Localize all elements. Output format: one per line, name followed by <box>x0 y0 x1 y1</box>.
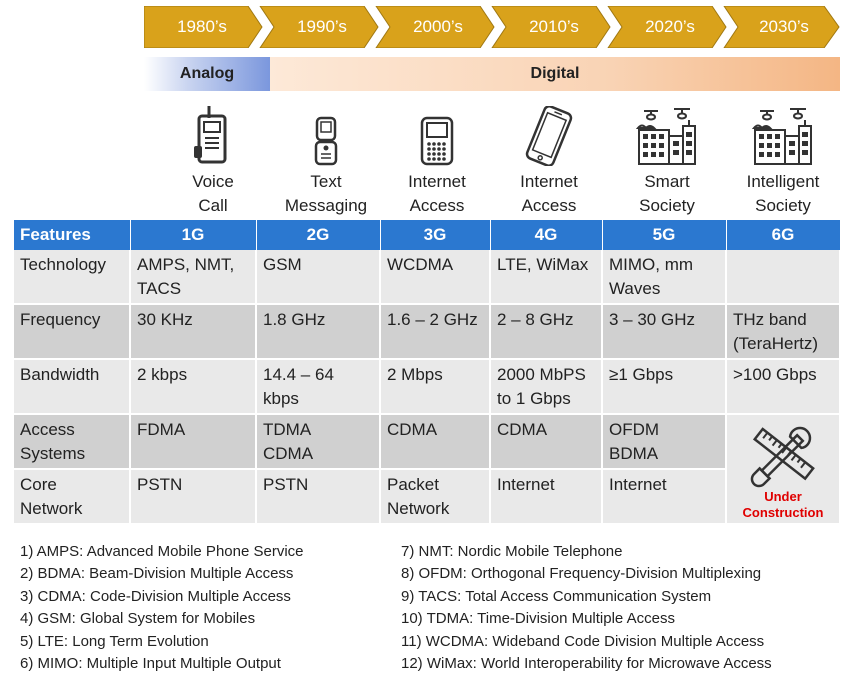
feature-cell: Bandwidth <box>14 359 130 414</box>
flip-phone-icon <box>311 116 341 166</box>
table-cell <box>726 250 840 304</box>
table-cell: MIMO, mm Waves <box>602 250 726 304</box>
table-cell: Internet <box>602 469 726 524</box>
table-row-access-systems <box>14 414 840 469</box>
usecase-line: Access <box>409 196 465 215</box>
usecase-line: Text <box>310 172 342 191</box>
table-cell: 14.4 – 64 kbps <box>256 359 380 414</box>
decade-label: 1980’s <box>177 17 227 36</box>
table-cell: CDMA <box>380 414 490 469</box>
note-item: 12) WiMax: World Interoperability for Microwave Access <box>401 655 772 673</box>
table-cell: FDMA <box>130 414 256 469</box>
table-cell: GSM <box>256 250 380 304</box>
table-cell: 1.6 – 2 GHz <box>380 304 490 359</box>
table-cell: LTE, WiMax <box>490 250 602 304</box>
usecase-line: Messaging <box>284 196 368 215</box>
note-item: 6) MIMO: Multiple Input Multiple Output <box>20 655 281 673</box>
notes-right <box>401 541 772 675</box>
decade-label: 2000’s <box>413 17 463 36</box>
usecase-voice-call <box>157 98 269 218</box>
usecase-line: Intelligent <box>746 172 820 191</box>
under-construction-cell <box>726 414 840 524</box>
table-cell: 1.8 GHz <box>256 304 380 359</box>
table-row-technology <box>14 250 840 304</box>
usecase-internet-access-3g <box>381 98 493 218</box>
table-cell: OFDM BDMA <box>602 414 726 469</box>
usecase-line: Internet <box>520 172 578 191</box>
header-cell: 4G <box>490 220 602 250</box>
decade-label: 2010’s <box>529 17 579 36</box>
table-cell: 2 kbps <box>130 359 256 414</box>
decade-label: 1990’s <box>297 17 347 36</box>
usecase-line: Internet <box>408 172 466 191</box>
decade-label: 2020’s <box>645 17 695 36</box>
note-item: 2) BDMA: Beam-Division Multiple Access <box>20 565 294 583</box>
header-cell: 2G <box>256 220 380 250</box>
table-cell: Internet <box>490 469 602 524</box>
table-cell: CDMA <box>490 414 602 469</box>
timeline <box>144 6 840 48</box>
under-construction-label: Under Construction <box>742 489 824 520</box>
table-cell: 3 – 30 GHz <box>602 304 726 359</box>
usecase-line: Society <box>755 196 811 215</box>
note-item: 11) WCDMA: Wideband Code Division Multiple Access <box>401 632 765 650</box>
note-item: 7) NMT: Nordic Mobile Telephone <box>401 543 623 560</box>
table-cell: THz band (TeraHertz) <box>726 304 840 359</box>
tools-icon <box>743 419 823 491</box>
notes-left <box>20 541 304 675</box>
table-header-row <box>14 220 840 250</box>
usecase-line: Smart <box>644 172 690 191</box>
blackberry-icon <box>419 116 455 166</box>
usecase-intelligent-society <box>727 98 839 218</box>
feature-cell: Access Systems <box>14 414 130 469</box>
table-cell: WCDMA <box>380 250 490 304</box>
table-cell: Packet Network <box>380 469 490 524</box>
generations-table <box>14 220 841 525</box>
era-analog: Analog <box>144 57 270 91</box>
header-cell: 1G <box>130 220 256 250</box>
era-digital: Digital <box>270 57 840 91</box>
table-row-bandwidth <box>14 359 840 414</box>
table-row-frequency <box>14 304 840 359</box>
smartphone-icon <box>521 106 577 166</box>
note-item: 4) GSM: Global System for Mobiles <box>20 610 256 628</box>
usecase-text-messaging <box>270 98 382 218</box>
table-cell: 2 Mbps <box>380 359 490 414</box>
usecase-internet-access-4g <box>493 98 605 218</box>
header-cell: Features <box>14 220 130 250</box>
usecase-line: Society <box>639 196 695 215</box>
table-cell: >100 Gbps <box>726 359 840 414</box>
table-cell: 2000 MbPS to 1 Gbps <box>490 359 602 414</box>
usecase-line: Access <box>521 196 577 215</box>
table-cell: AMPS, NMT, TACS <box>130 250 256 304</box>
note-item: 9) TACS: Total Access Communication System <box>401 587 712 605</box>
table-cell: PSTN <box>256 469 380 524</box>
feature-cell: Technology <box>14 250 130 304</box>
smart-city-icon <box>636 106 698 166</box>
header-cell: 6G <box>726 220 840 250</box>
note-item: 10) TDMA: Time-Division Multiple Access <box>401 610 675 628</box>
note-item: 1) AMPS: Advanced Mobile Phone Service <box>20 543 304 560</box>
table-cell: TDMA CDMA <box>256 414 380 469</box>
decade-label: 2030’s <box>759 17 809 36</box>
usecase-line: Call <box>198 196 228 215</box>
feature-cell: Frequency <box>14 304 130 359</box>
note-item: 3) CDMA: Code-Division Multiple Access <box>20 587 291 605</box>
usecase-line: Voice <box>192 172 234 191</box>
table-cell: 30 KHz <box>130 304 256 359</box>
table-cell: ≥1 Gbps <box>602 359 726 414</box>
usecase-smart-society <box>611 98 723 218</box>
note-item: 5) LTE: Long Term Evolution <box>20 632 209 650</box>
table-row-core-network <box>14 469 840 524</box>
table-cell: PSTN <box>130 469 256 524</box>
header-cell: 5G <box>602 220 726 250</box>
brick-phone-icon <box>193 104 233 166</box>
table-cell: 2 – 8 GHz <box>490 304 602 359</box>
feature-cell: Core Network <box>14 469 130 524</box>
header-cell: 3G <box>380 220 490 250</box>
note-item: 8) OFDM: Orthogonal Frequency-Division Multiplexing <box>401 565 762 583</box>
smart-city-icon <box>752 106 814 166</box>
